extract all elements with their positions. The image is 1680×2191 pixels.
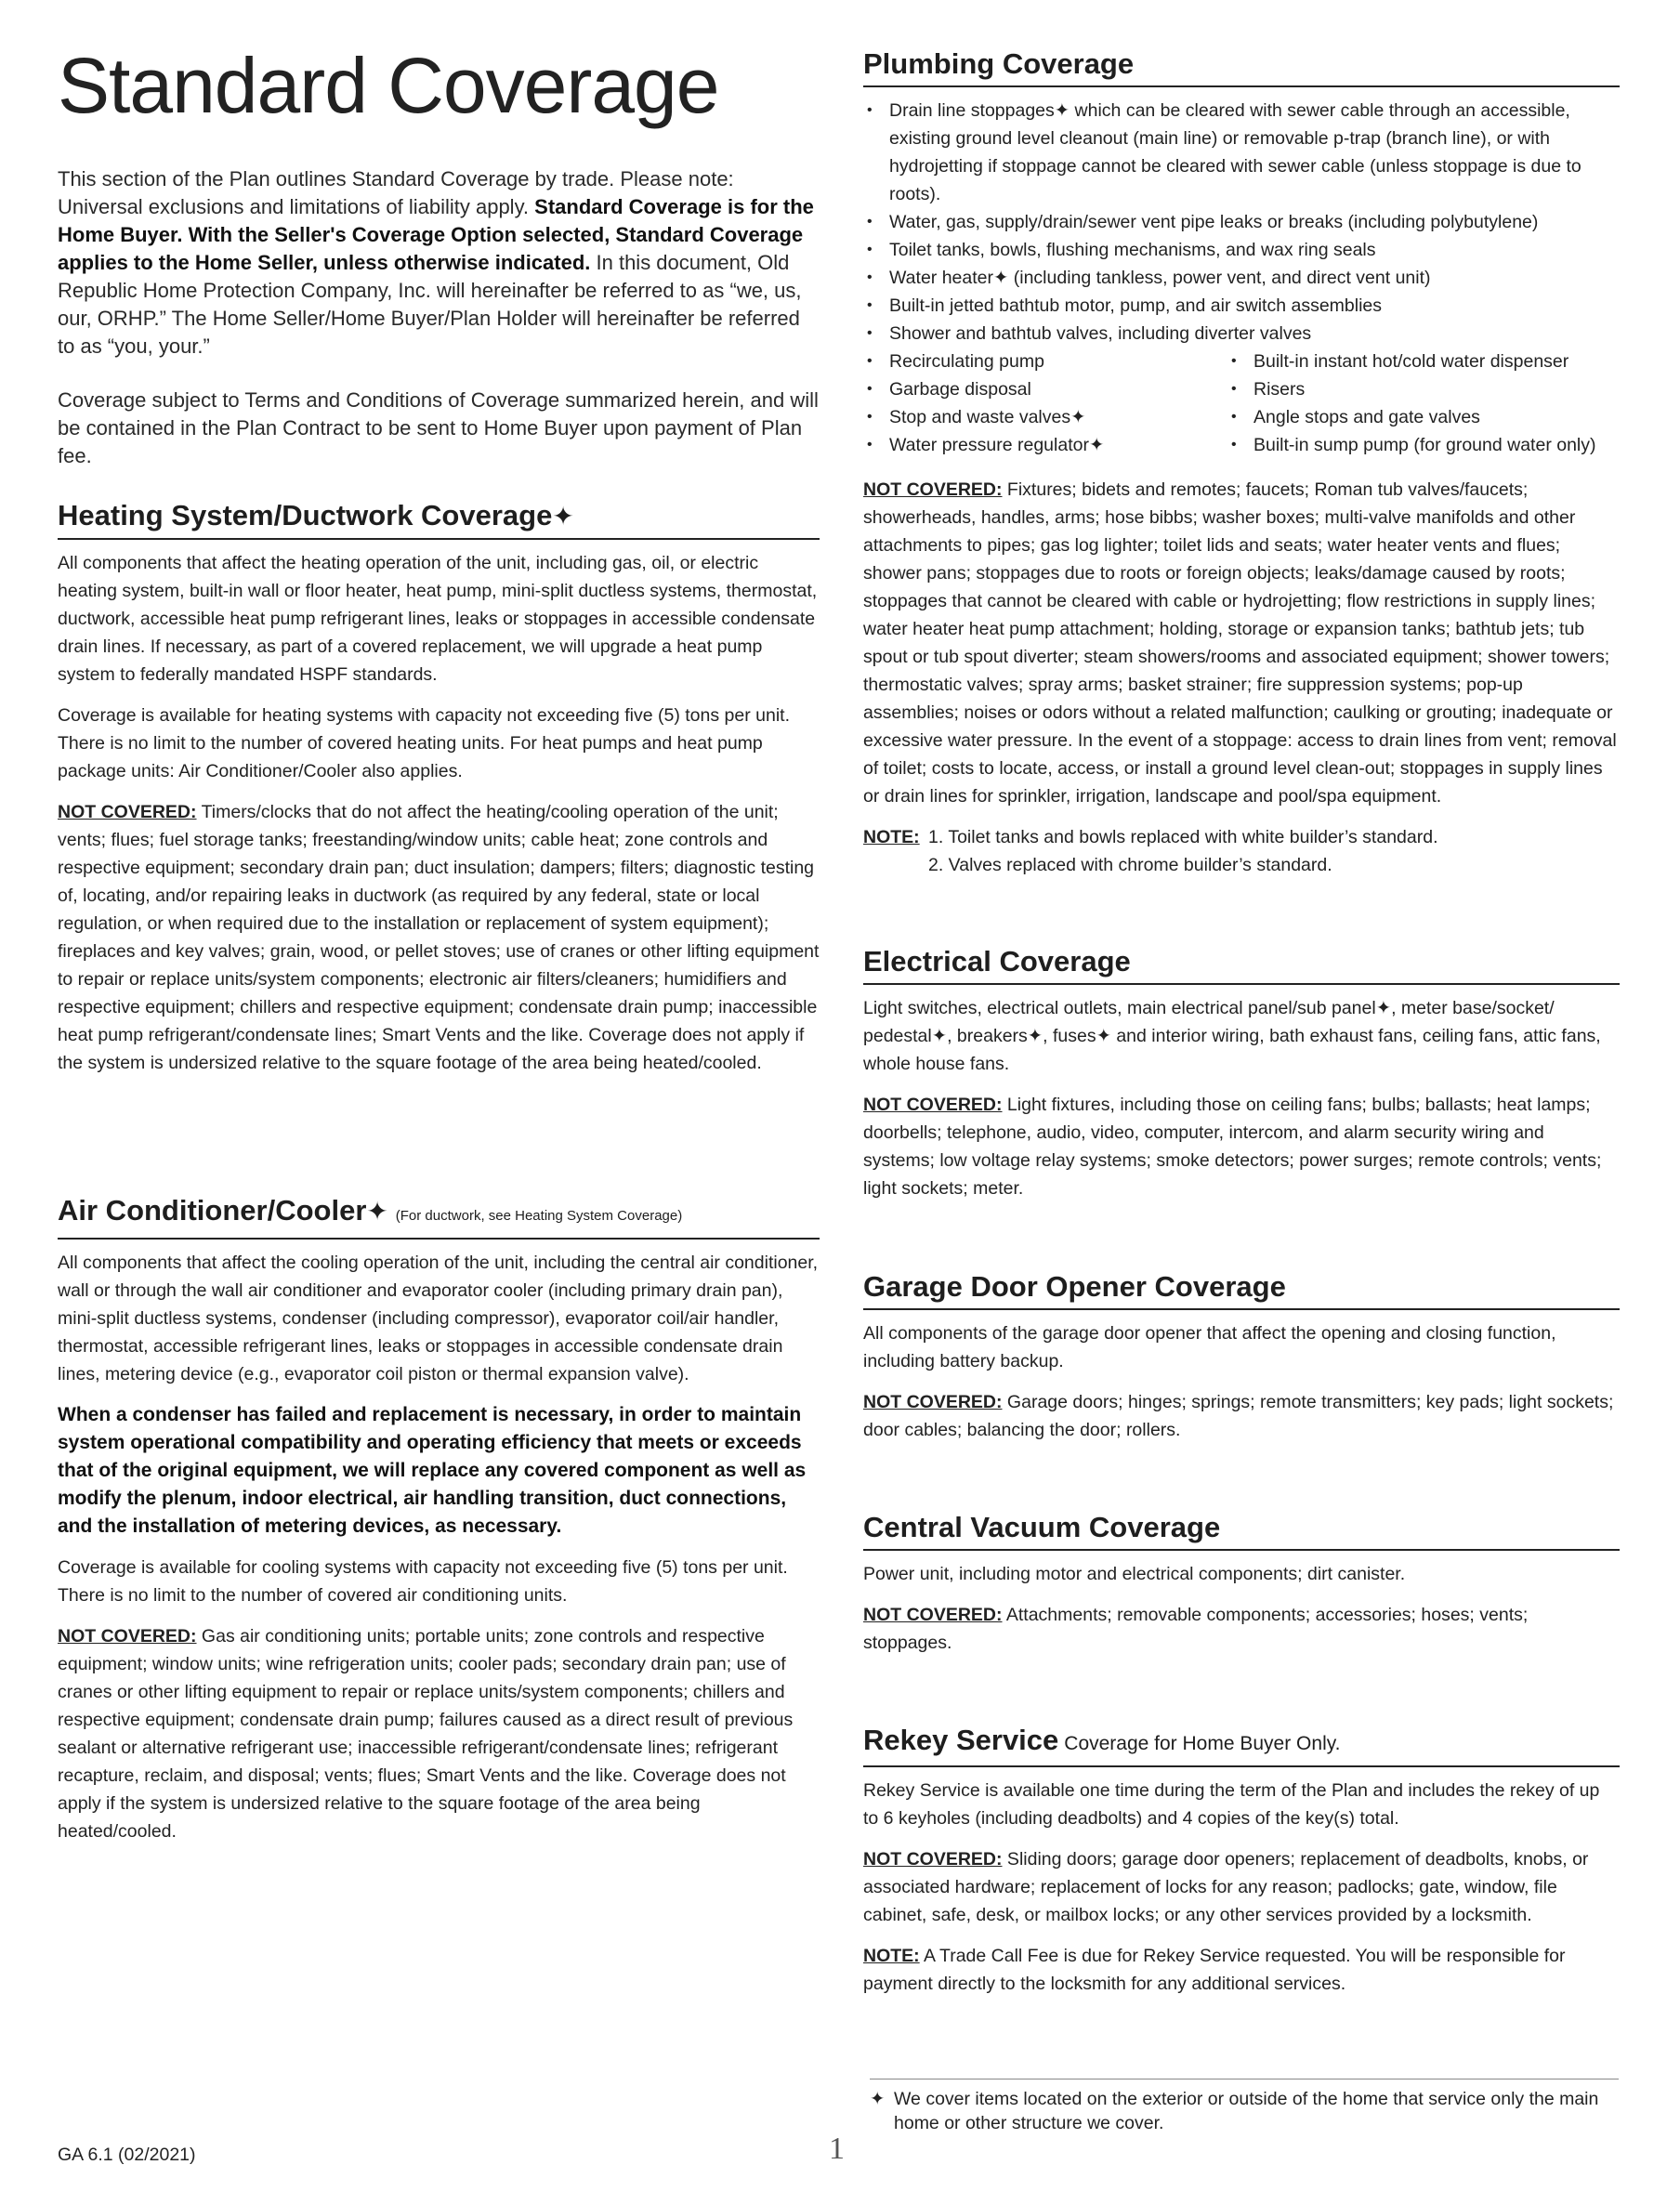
list-item-text: Built-in instant hot/cold water dispenser bbox=[1253, 351, 1569, 372]
list-item-text: Built-in jetted bathtub motor, pump, and air switch assemblies bbox=[889, 295, 1383, 316]
list-item-text: Water pressure regulator bbox=[889, 435, 1089, 455]
heating-not-covered-text: Timers/clocks that do not affect the heating/cooling operation of the unit; vents; flues; fuel storage tanks; freestanding/window units; cable heat; zone controls and respective equipment; secondary drain pan; duct insulation; dampers; filters; diagnostic testing of, locating, and/or repairing leaks in ductwork (as required by any federal, state or local regulation, or when required due to the installation or replacement of system equipment); fireplaces and key valves; grain, wood, or pellet stoves; use of cranes or other lifting equipment to repair or replace units/system components; electronic air filters/cleaners; humidifiers and respective equipment; chillers and respective equipment; condensate drain pump; inaccessible heat pump refrigerant/condensate lines; Smart Vents and the like. Coverage does not apply if the system is undersized relative to the square footage of the area being heated/cooled. bbox=[58, 802, 820, 1073]
intro-text-a: This section of the Plan outlines Standard Coverage by trade. Please note: Universal exclusions and limitations of liability apply. bbox=[58, 167, 734, 218]
list-item bbox=[863, 431, 1227, 459]
plumbing-heading: Plumbing Coverage bbox=[863, 46, 1620, 87]
heating-heading-text: Heating System/Ductwork Coverage bbox=[58, 499, 553, 531]
electrical-text: and interior wiring, bath exhaust fans, ceiling fans, attic fans, whole house fans. bbox=[863, 1026, 1601, 1074]
garage-not-covered-text: Garage doors; hinges; springs; remote transmitters; key pads; light sockets; door cables; balancing the door; rollers. bbox=[863, 1392, 1614, 1440]
list-item-text: Garbage disposal bbox=[889, 379, 1031, 400]
exterior-star-icon: ✦ bbox=[1088, 435, 1105, 455]
not-covered-label: NOT COVERED: bbox=[863, 1095, 1003, 1115]
footnote bbox=[870, 2087, 1619, 2135]
list-item-text: Toilet tanks, bowls, flushing mechanisms, and wax ring seals bbox=[889, 240, 1376, 260]
rekey-not-covered-text: Sliding doors; garage door openers; replacement of deadbolts, knobs, or associated hardware; replacement of locks for any reason; padlocks; gate, window, file cabinet, safe, desk, or mailbox locks; or any other services provided by a locksmith. bbox=[863, 1849, 1589, 1925]
list-item-text: Stop and waste valves bbox=[889, 407, 1071, 427]
exterior-star-icon: ✦ bbox=[366, 1197, 388, 1226]
exterior-star-icon: ✦ bbox=[931, 1026, 948, 1046]
list-item-text: which can be cleared with sewer cable through an accessible, existing ground level cleanout (main line) or removable p-trap (branch line), or with hydrojetting if stoppage cannot be cleared with sewer cable (unless stoppage is due to roots). bbox=[889, 100, 1582, 204]
electrical-description bbox=[863, 994, 1620, 1078]
garage-section bbox=[863, 1269, 1620, 1457]
ac-condenser-statement: When a condenser has failed and replacement is necessary, in order to maintain system operational compatibility and operating efficiency that meets or exceeds that of the original equipment, we will replace any covered component as well as modify the plenum, indoor electrical, air handling transition, duct connections, and the installation of metering devices, as necessary. bbox=[58, 1404, 807, 1537]
page-number: 1 bbox=[829, 2132, 845, 2166]
electrical-heading: Electrical Coverage bbox=[863, 944, 1620, 985]
list-item bbox=[863, 236, 1620, 264]
list-item bbox=[863, 97, 1620, 208]
list-item-text: Water, gas, supply/drain/sewer vent pipe leaks or breaks (including polybutylene) bbox=[889, 212, 1539, 232]
list-item bbox=[863, 208, 1620, 236]
plumbing-section bbox=[863, 46, 1620, 879]
list-item bbox=[1227, 348, 1618, 375]
garage-heading: Garage Door Opener Coverage bbox=[863, 1269, 1620, 1310]
rekey-note-text: A Trade Call Fee is due for Rekey Service requested. You will be responsible for payment directly to the locksmith for any additional services. bbox=[863, 1946, 1566, 1994]
plumbing-note-2: 2. Valves replaced with chrome builder’s standard. bbox=[928, 855, 1332, 875]
rekey-not-covered bbox=[863, 1845, 1620, 1929]
list-item-text: Recirculating pump bbox=[889, 351, 1044, 372]
plumbing-note-1: 1. Toilet tanks and bowls replaced with white builder’s standard. bbox=[928, 827, 1438, 847]
plumbing-covered-list bbox=[863, 97, 1620, 348]
heating-capacity: Coverage is available for heating systems with capacity not exceeding five (5) tons per unit. There is no limit to the number of covered heating units. For heat pumps and heat pump package units: Air Conditioner/Cooler also applies. bbox=[58, 705, 790, 781]
ac-section bbox=[58, 1193, 820, 1858]
not-covered-label: NOT COVERED: bbox=[863, 1605, 1003, 1625]
list-item bbox=[1227, 375, 1618, 403]
list-item-text: Water heater bbox=[889, 268, 993, 288]
rekey-description: Rekey Service is available one time during the term of the Plan and includes the rekey of up to 6 keyholes (including deadbolts) and 4 copies of the key(s) total. bbox=[863, 1780, 1600, 1829]
vacuum-section bbox=[863, 1510, 1620, 1670]
exterior-star-icon: ✦ bbox=[552, 502, 574, 531]
list-item-text: Angle stops and gate valves bbox=[1253, 407, 1480, 427]
footnote-text: We cover items located on the exterior or outside of the home that service only the main home or other structure we cover. bbox=[894, 2089, 1599, 2133]
intro-paragraph bbox=[58, 165, 820, 361]
plumbing-not-covered-text: Fixtures; bidets and remotes; faucets; Roman tub valves/faucets; showerheads, handles, arms; hose bibbs; washer boxes; multi-valve manifolds and other attachments to pipes; gas log lighter; toilet lids and seats; water heater vents and flues; shower pans; stoppages due to roots or foreign objects; leaks/damage caused by roots; stoppages that cannot be cleared with cable or hydrojetting; flow restrictions in supply lines; water heater heat pump attachment; holding, storage or expansion tanks; bathtub jets; tub spout or tub spout diverter; steam showers/rooms and associated equipment; shower towers; thermostatic valves; spray arms; basket strainer; fire suppression systems; pop-up assemblies; noises or odors without a related malfunction; caulking or grouting; inadequate or excessive water pressure. In the event of a stoppage: access to drain lines from vent; removal of toilet; costs to locate, access, or install a ground level clean-out; stoppages in supply lines or drain lines for sprinkler, irrigation, landscape and pool/spa equipment. bbox=[863, 479, 1617, 807]
garage-not-covered bbox=[863, 1388, 1620, 1444]
electrical-text: , meter base/socket/ pedestal bbox=[863, 998, 1555, 1046]
electrical-text: Light switches, electrical outlets, main electrical panel/sub panel bbox=[863, 998, 1376, 1018]
not-covered-label: NOT COVERED: bbox=[863, 1392, 1003, 1412]
note-label: NOTE: bbox=[863, 1946, 920, 1966]
list-item bbox=[863, 348, 1227, 375]
list-item bbox=[863, 320, 1620, 348]
not-covered-label: NOT COVERED: bbox=[863, 479, 1003, 500]
exterior-star-icon: ✦ bbox=[1027, 1026, 1043, 1046]
list-item-text: Risers bbox=[1253, 379, 1306, 400]
intro-terms-paragraph: Coverage subject to Terms and Conditions of Coverage summarized herein, and will be contained in the Plan Contract to be sent to Home Buyer upon payment of Plan fee. bbox=[58, 388, 819, 467]
heating-description: All components that affect the heating operation of the unit, including gas, oil, or electric heating system, built-in wall or floor heater, heat pump, mini-split ductless systems, thermostat, ductwork, accessible heat pump refrigerant lines, leaks or stoppages in accessible condensate drain lines. If necessary, as part of a covered replacement, we will upgrade a heat pump system to federally mandated HSPF standards. bbox=[58, 553, 818, 685]
list-item bbox=[863, 264, 1620, 292]
exterior-star-icon: ✦ bbox=[1070, 407, 1086, 427]
note-label: NOTE: bbox=[863, 827, 920, 847]
list-item-text: Shower and bathtub valves, including diverter valves bbox=[889, 323, 1312, 344]
rekey-note bbox=[863, 1942, 1620, 1998]
page-title: Standard Coverage bbox=[58, 42, 719, 129]
plumbing-covered-grid bbox=[863, 348, 1620, 459]
ac-not-covered-text: Gas air conditioning units; portable units; zone controls and respective equipment; window units; wine refrigeration units; cooler pads; secondary drain pan; use of cranes or other lifting equipment to repair or replace units/system components; chillers and respective equipment; condensate drain pump; failures caused as a direct result of previous sealant or alternative refrigerant use; inaccessible refrigerant/condensate lines; refrigerant recapture, reclaim, and disposal; vents; flues; Smart Vents and the like. Coverage does not apply if the system is undersized relative to the square footage of the area being heated/cooled. bbox=[58, 1626, 794, 1842]
intro-text-b: In this document, Old Republic Home Protection Company, Inc. will hereinafter be referred to as “we, us, our, ORHP.” The Home Seller/Home Buyer/Plan Holder will hereinafter be referred to as “you, your.” bbox=[58, 251, 802, 358]
electrical-text: , fuses bbox=[1043, 1026, 1096, 1046]
list-item-text: Built-in sump pump (for ground water only) bbox=[1253, 435, 1596, 455]
rekey-section bbox=[863, 1723, 1620, 2011]
plumbing-not-covered bbox=[863, 476, 1620, 810]
garage-description: All components of the garage door opener that affect the opening and closing function, including battery backup. bbox=[863, 1323, 1556, 1371]
ac-heading-note: (For ductwork, see Heating System Coverage) bbox=[395, 1208, 683, 1224]
heating-not-covered bbox=[58, 798, 820, 1077]
vacuum-not-covered-text: Attachments; removable components; accessories; hoses; vents; stoppages. bbox=[863, 1605, 1529, 1653]
intro-bold-text: Standard Coverage is for the Home Buyer. With the Seller's Coverage Option selected, Standard Coverage applies to the Home Seller, unless otherwise indicated. bbox=[58, 195, 814, 274]
exterior-star-icon: ✦ bbox=[993, 268, 1009, 288]
ac-heading-text: Air Conditioner/Cooler bbox=[58, 1194, 367, 1227]
rekey-heading bbox=[863, 1723, 1620, 1767]
not-covered-label: NOT COVERED: bbox=[863, 1849, 1003, 1870]
list-item bbox=[863, 375, 1227, 403]
electrical-text: , breakers bbox=[947, 1026, 1028, 1046]
rekey-subheading: Coverage for Home Buyer Only. bbox=[1064, 1733, 1341, 1754]
electrical-not-covered bbox=[863, 1091, 1620, 1202]
not-covered-label: NOT COVERED: bbox=[58, 802, 197, 822]
list-item bbox=[1227, 431, 1618, 459]
rekey-heading-text: Rekey Service bbox=[863, 1724, 1059, 1756]
form-code: GA 6.1 (02/2021) bbox=[58, 2145, 196, 2165]
ac-capacity: Coverage is available for cooling systems with capacity not exceeding five (5) tons per unit. There is no limit to the number of covered air conditioning units. bbox=[58, 1557, 788, 1606]
not-covered-label: NOT COVERED: bbox=[58, 1626, 197, 1647]
exterior-star-icon: ✦ bbox=[1096, 1026, 1111, 1046]
ac-heading bbox=[58, 1193, 820, 1240]
ac-description: All components that affect the cooling operation of the unit, including the central air conditioner, wall or through the wall air conditioner and evaporator cooler (including primary drain pan), mini-split ductless systems, condenser (including compressor), evaporator coil/air handler, thermostat, accessible refrigerant lines, leaks or stoppages in accessible condensate drain lines, metering device (e.g., evaporator coil piston or thermal expansion valve). bbox=[58, 1253, 819, 1384]
exterior-star-icon: ✦ bbox=[870, 2089, 886, 2109]
electrical-not-covered-text: Light fixtures, including those on ceiling fans; bulbs; ballasts; heat lamps; doorbells; telephone, audio, video, computer, intercom, and alarm security wiring and systems; low voltage relay systems; smoke detectors; power surges; remote controls; vents; light sockets; meter. bbox=[863, 1095, 1602, 1199]
vacuum-not-covered bbox=[863, 1601, 1620, 1657]
list-item-text: Drain line stoppages bbox=[889, 100, 1055, 121]
vacuum-description: Power unit, including motor and electrical components; dirt canister. bbox=[863, 1564, 1406, 1584]
heating-heading bbox=[58, 498, 820, 540]
exterior-star-icon: ✦ bbox=[1375, 998, 1392, 1018]
list-item bbox=[863, 292, 1620, 320]
exterior-star-icon: ✦ bbox=[1054, 100, 1070, 121]
heating-section bbox=[58, 498, 820, 1090]
electrical-section bbox=[863, 944, 1620, 1215]
vacuum-heading: Central Vacuum Coverage bbox=[863, 1510, 1620, 1551]
plumbing-notes bbox=[863, 823, 1620, 879]
ac-not-covered bbox=[58, 1622, 820, 1845]
list-item bbox=[863, 403, 1227, 431]
list-item-text: (including tankless, power vent, and direct vent unit) bbox=[1008, 268, 1431, 288]
list-item bbox=[1227, 403, 1618, 431]
